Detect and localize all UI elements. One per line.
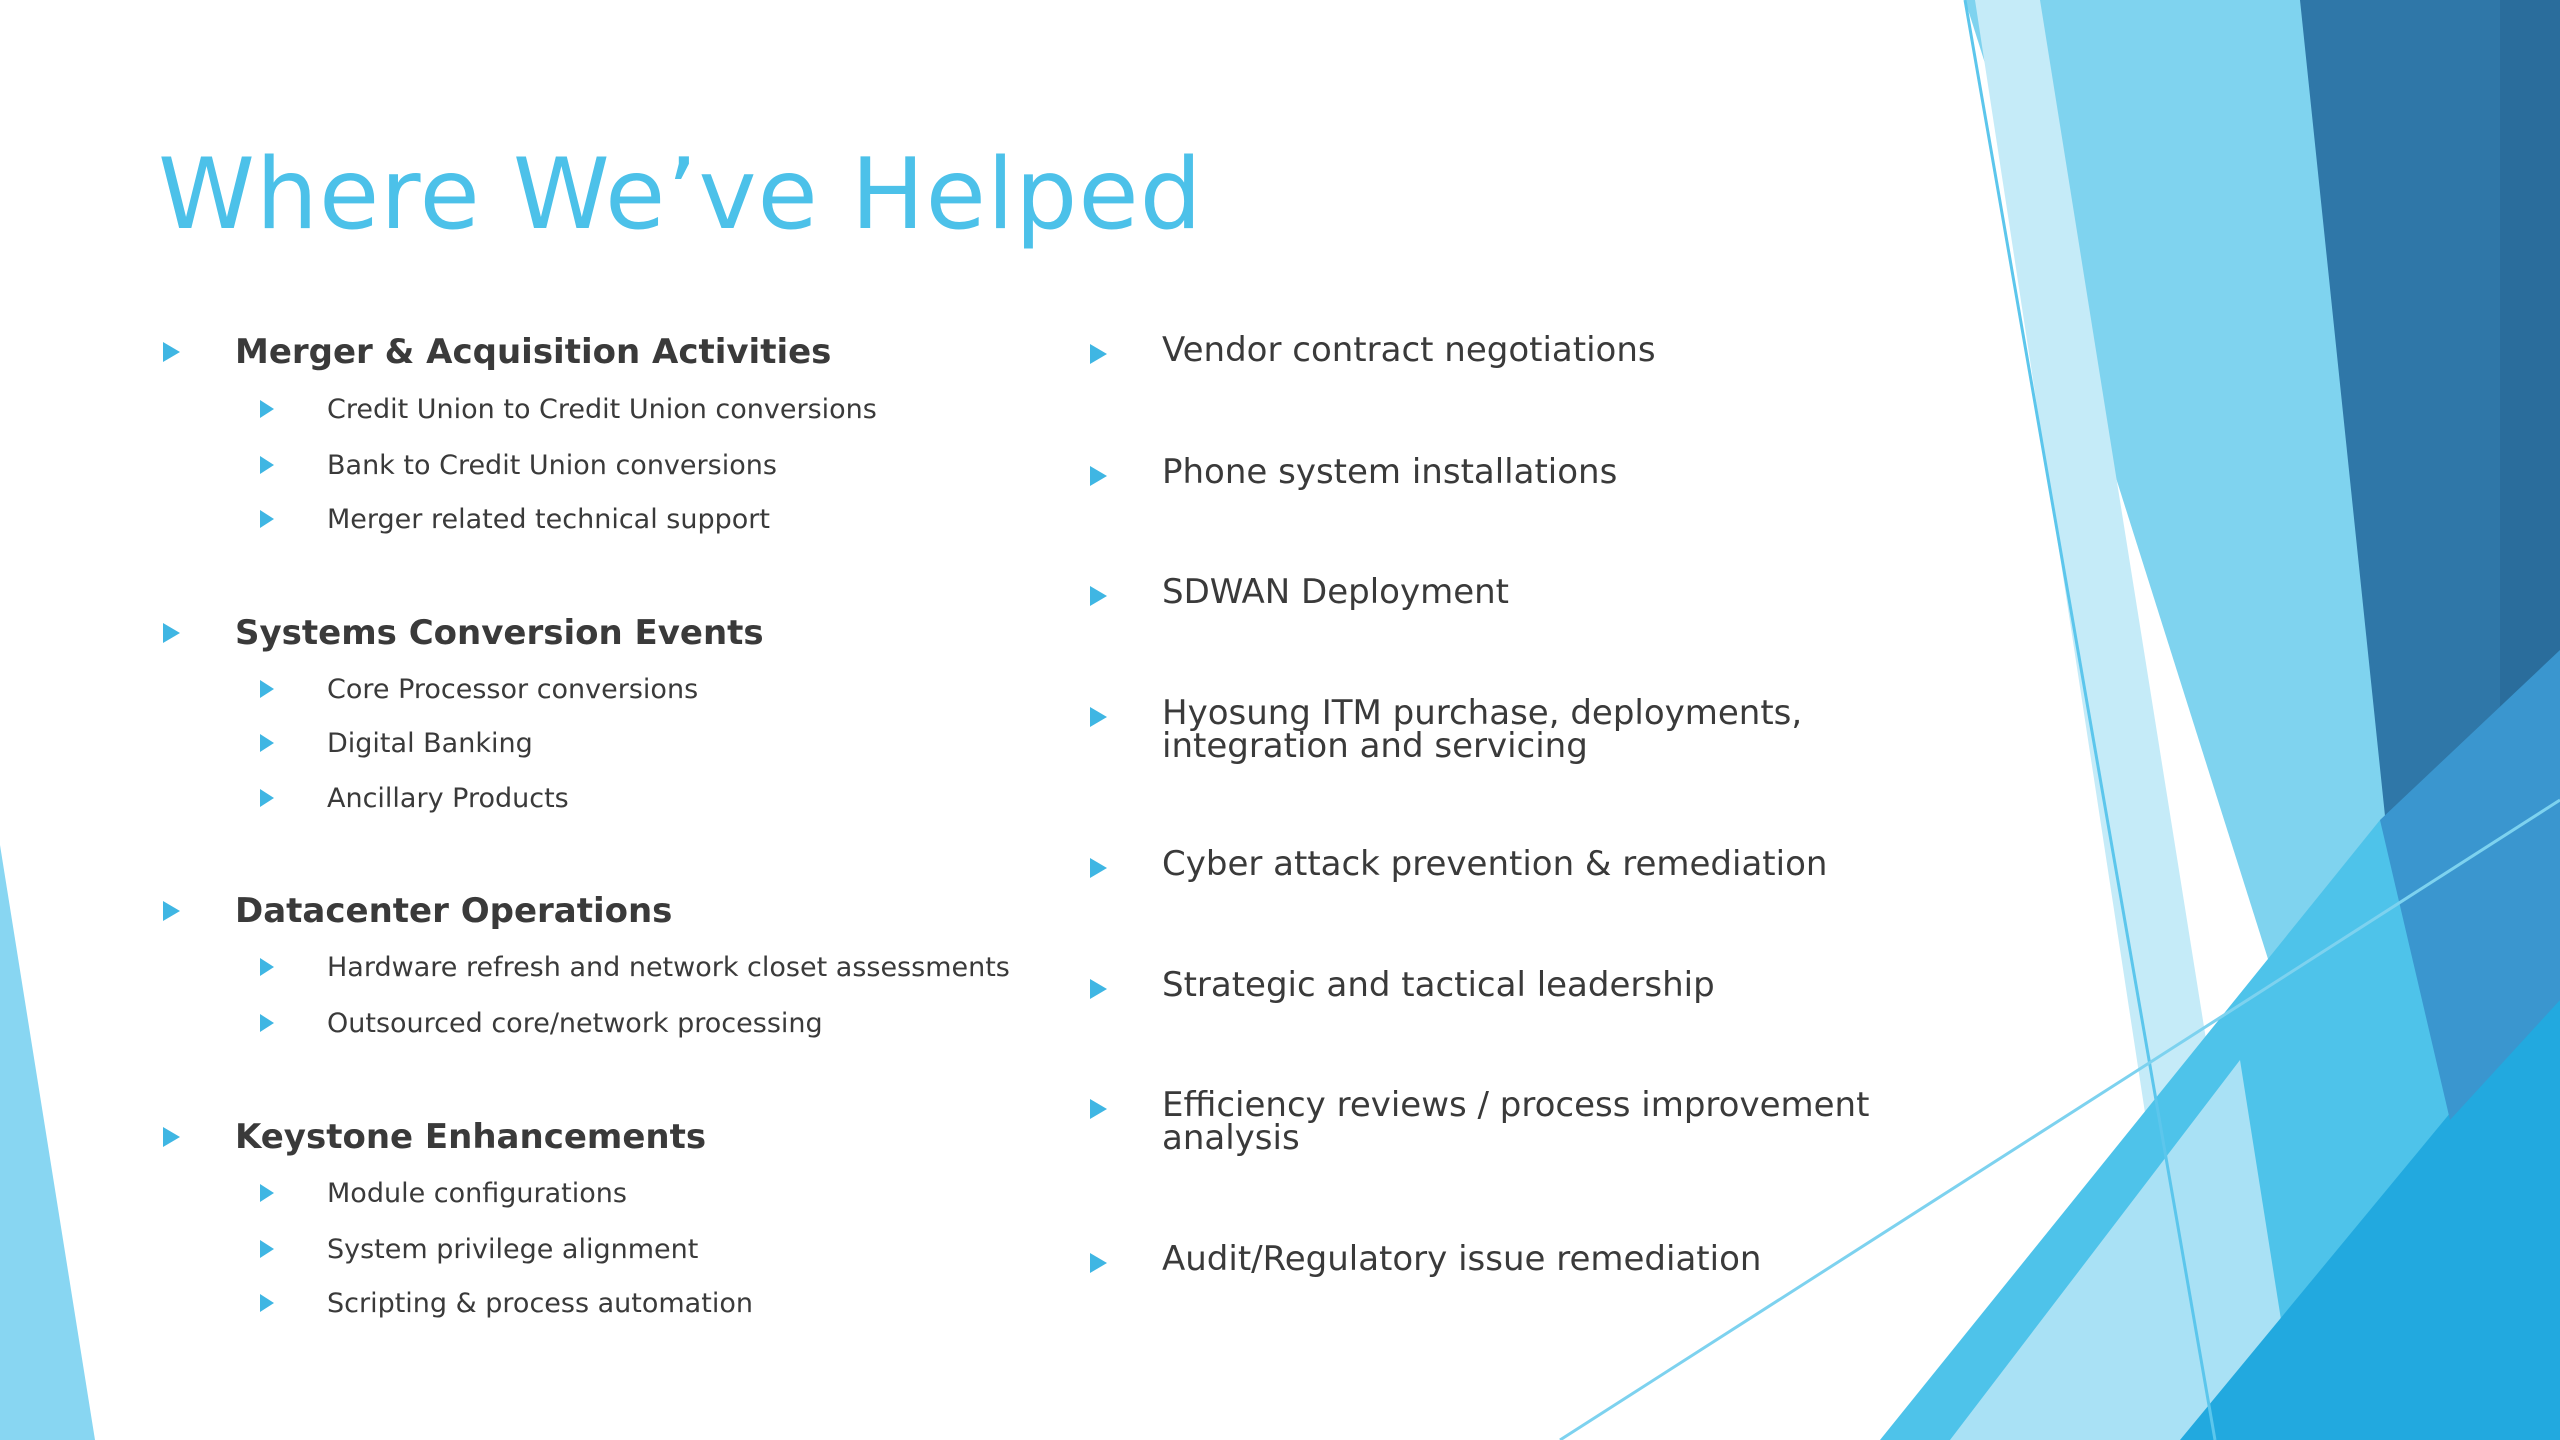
bullet-triangle-icon [260, 1240, 274, 1258]
left-bullet-subitem [260, 1233, 698, 1267]
left-bullet-subitem [260, 1287, 753, 1321]
bullet-triangle-icon [1090, 858, 1107, 878]
bullet-triangle-icon [260, 789, 274, 807]
left-bullet-subitem [260, 503, 770, 537]
left-bullet-heading [163, 613, 764, 653]
left-bullet-subitem [260, 782, 569, 816]
bullet-triangle-icon [1090, 586, 1107, 606]
right-bullet-item [1090, 572, 1509, 612]
bullet-triangle-icon [260, 1014, 274, 1032]
bullet-triangle-icon [1090, 1099, 1107, 1119]
bullet-heading-text: Merger & Acquisition Activities [235, 332, 832, 372]
bullet-subitem-text: Core Processor conversions [327, 674, 699, 705]
bullet-triangle-icon [1090, 979, 1107, 999]
right-bullet-text: Phone system installations [1162, 452, 1618, 492]
left-bullet-heading [163, 891, 672, 931]
bullet-subitem-text: Outsourced core/network processing [327, 1008, 823, 1039]
bullet-heading-text: Systems Conversion Events [235, 613, 764, 653]
left-bullet-subitem [260, 673, 698, 707]
bullet-subitem-text: Hardware refresh and network closet assessments [327, 952, 1010, 983]
right-bullet-item [1090, 965, 1715, 1005]
bullet-triangle-icon [260, 510, 274, 528]
bullet-heading-text: Keystone Enhancements [235, 1117, 707, 1157]
left-bullet-subitem [260, 393, 877, 427]
bullet-triangle-icon [163, 901, 180, 921]
bullet-subitem-text: Ancillary Products [327, 783, 569, 814]
bullet-triangle-icon [260, 958, 274, 976]
right-bullet-text: Cyber attack prevention & remediation [1162, 844, 1828, 884]
right-bullet-text: Vendor contract negotiations [1162, 330, 1656, 370]
bullet-triangle-icon [1090, 707, 1107, 727]
left-bullet-heading [163, 1117, 706, 1157]
left-bullet-subitem [260, 727, 533, 761]
left-bullet-heading [163, 332, 831, 372]
bullet-subitem-text: Scripting & process automation [327, 1288, 753, 1319]
bullet-triangle-icon [260, 734, 274, 752]
bullet-triangle-icon [260, 1294, 274, 1312]
bullet-triangle-icon [163, 1127, 180, 1147]
bullet-triangle-icon [260, 400, 274, 418]
bullet-heading-text: Datacenter Operations [235, 891, 673, 931]
left-bullet-subitem [260, 951, 1010, 985]
right-bullet-text: Audit/Regulatory issue remediation [1162, 1239, 1762, 1279]
bullet-subitem-text: System privilege alignment [327, 1234, 699, 1265]
bullet-subitem-text: Bank to Credit Union conversions [327, 450, 777, 481]
bullet-triangle-icon [260, 456, 274, 474]
right-bullet-item [1090, 330, 1656, 370]
bullet-triangle-icon [260, 1184, 274, 1202]
right-bullet-item [1090, 1085, 1942, 1158]
bullet-triangle-icon [1090, 1253, 1107, 1273]
right-bullet-text: Efficiency reviews / process improvement analysis [1162, 1085, 1870, 1158]
bullet-triangle-icon [1090, 466, 1107, 486]
right-bullet-item [1090, 452, 1618, 492]
right-bullet-text: Hyosung ITM purchase, deployments, integration and servicing [1162, 693, 1803, 766]
left-bullet-subitem [260, 1007, 823, 1041]
left-bullet-subitem [260, 1177, 627, 1211]
left-bullet-subitem [260, 449, 777, 483]
right-bullet-text: SDWAN Deployment [1162, 572, 1509, 612]
bullet-subitem-text: Merger related technical support [327, 504, 770, 535]
bullet-subitem-text: Credit Union to Credit Union conversions [327, 394, 877, 425]
bullet-triangle-icon [163, 342, 180, 362]
bullet-subitem-text: Digital Banking [327, 728, 533, 759]
bullet-triangle-icon [1090, 344, 1107, 364]
bullet-subitem-text: Module configurations [327, 1178, 627, 1209]
right-bullet-item [1090, 1239, 1762, 1279]
right-bullet-item [1090, 844, 1828, 884]
right-bullet-text: Strategic and tactical leadership [1162, 965, 1715, 1005]
slide-title: Where We’ve Helped [158, 138, 1203, 252]
right-bullet-item [1090, 693, 1942, 766]
bullet-triangle-icon [260, 680, 274, 698]
bullet-triangle-icon [163, 623, 180, 643]
left-edge-wedge [0, 845, 95, 1440]
